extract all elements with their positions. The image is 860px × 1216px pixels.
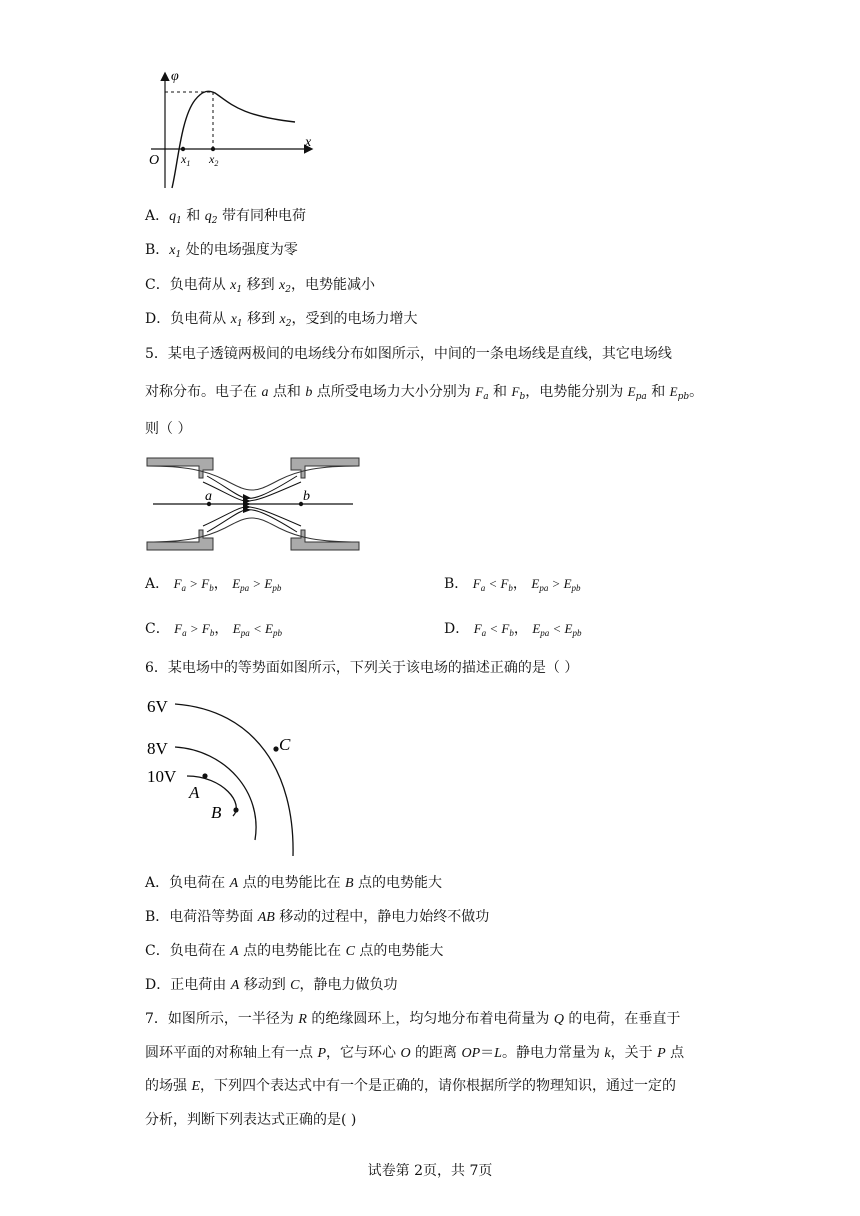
label-6v: 6V [147, 697, 168, 716]
origin-label: O [149, 153, 160, 168]
q4-option-d: D．负电荷从 $x_1$ 移到 $x_2$，受到的电场力增大 [145, 311, 418, 329]
q4-option-c: C．负电荷从 $x_1$ 移到 $x_2$，电势能减小 [145, 277, 375, 295]
svg-text:x1: $x_1$ [181, 152, 191, 168]
label-c: C [279, 735, 291, 754]
electron-lens-figure [145, 456, 361, 552]
label-8v: 8V [147, 739, 168, 758]
potential-graph-figure [145, 68, 325, 193]
q6-option-d: D．正电荷由 A 移动到 C，静电力做负功 [145, 977, 398, 993]
point-a-label: a [205, 489, 212, 504]
label-a: A [189, 783, 200, 802]
q5-option-a: A． $F_a > F_b$， $E_{pa} > E_{pb}$ [145, 576, 282, 593]
label-10v: 10V [147, 767, 177, 786]
equipotential-figure [145, 692, 305, 858]
label-b: B [211, 803, 222, 822]
q6-option-c: C．负电荷在 A 点的电势能比在 C 点的电势能大 [145, 943, 444, 959]
q6-stem: 6．某电场中的等势面如图所示，下列关于该电场的描述正确的是（ ） [145, 660, 579, 676]
q4-option-a: A．$q_1$ 和 $q_2$ 带有同种电荷 [145, 208, 306, 226]
q5-stem-line3: 则（ ） [145, 421, 192, 437]
x-axis-label: x [305, 135, 312, 150]
q4-option-b: B．$x_1$ 处的电场强度为零 [145, 242, 298, 260]
page-footer: 试卷第 2页，共 7页 [367, 1163, 493, 1179]
q7-line3: 的场强 E，下列四个表达式中有一个是正确的，请你根据所学的物理知识，通过一定的 [145, 1078, 677, 1094]
q5-option-b: B． $F_a < F_b$， $E_{pa} > E_{pb}$ [444, 576, 581, 593]
q5-option-c: C． $F_a > F_b$， $E_{pa} < E_{pb}$ [145, 621, 282, 638]
potential-curve [172, 91, 295, 188]
q7-line1: 7．如图所示，一半径为 R 的绝缘圆环上，均匀地分布着电荷量为 Q 的电荷，在垂直于 [145, 1011, 681, 1027]
svg-text:x2: $x_2$ [209, 152, 219, 168]
x2-label: x [209, 152, 215, 166]
y-axis-label: φ [171, 69, 179, 84]
q5-stem-line1: 5．某电子透镜两极间的电场线分布如图所示，中间的一条电场线是直线，其它电场线 [145, 346, 672, 362]
q5-stem-line2: 对称分布。电子在 a 点和 b 点所受电场力大小分别为 $F_a$ 和 $F_b$，电势能分别为 $E_{pa}$ 和 $E_{pb}$。 [145, 384, 704, 402]
q7-line4: 分析，判断下列表达式正确的是( ) [145, 1112, 357, 1128]
q6-option-a: A．负电荷在 A 点的电势能比在 B 点的电势能大 [145, 875, 443, 891]
q7-line2: 圆环平面的对称轴上有一点 P，它与环心 O 的距离 OP＝L。静电力常量为 k，关于 P 点 [145, 1045, 685, 1061]
x1-label: x [181, 152, 187, 166]
q6-option-b: B．电荷沿等势面 AB 移动的过程中，静电力始终不做功 [145, 909, 490, 925]
point-b-label: b [303, 489, 310, 504]
q5-option-d: D． $F_a < F_b$， $E_{pa} < E_{pb}$ [444, 621, 582, 638]
